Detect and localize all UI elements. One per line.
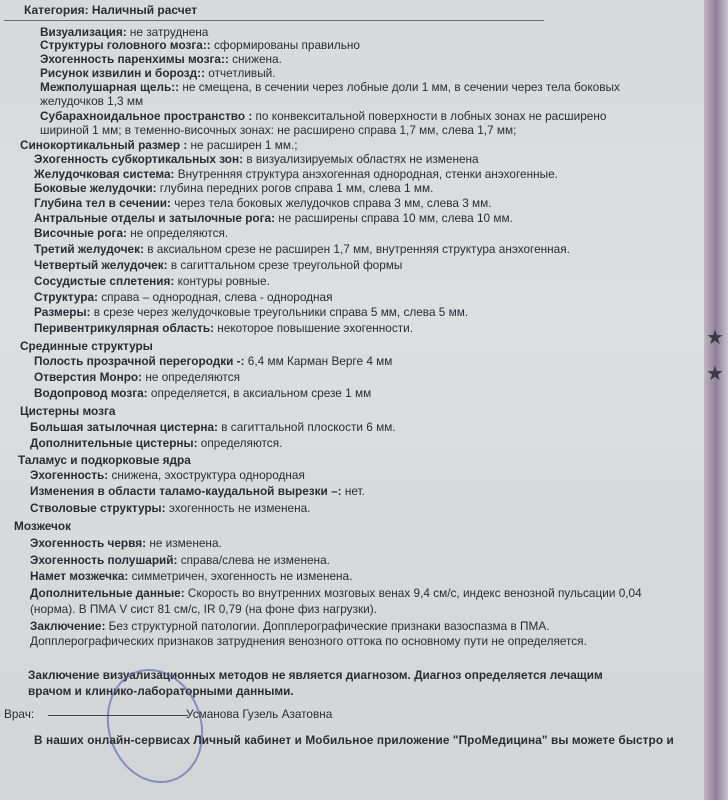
field-label: Размеры: bbox=[34, 305, 91, 319]
report-line bbox=[34, 167, 558, 181]
field-label: Эхогенность субкортикальных зон: bbox=[34, 152, 244, 166]
field-value: симметричен, эхогенность не изменена. bbox=[128, 569, 353, 583]
report-line bbox=[40, 109, 606, 123]
report-line bbox=[30, 586, 642, 600]
report-line bbox=[20, 138, 298, 152]
field-value: не расширен 1 мм.; bbox=[187, 138, 298, 152]
report-line bbox=[34, 152, 479, 166]
field-label: Субарахноидальное пространство : bbox=[40, 109, 253, 123]
field-value: через тела боковых желудочков справа 3 мм, слева 3 мм. bbox=[170, 196, 492, 210]
report-line bbox=[14, 519, 71, 533]
category-header: Категория: Наличный расчет bbox=[24, 3, 198, 17]
field-label: Отверстия Монро: bbox=[34, 370, 143, 384]
report-line bbox=[30, 553, 330, 567]
field-value: некоторое повышение эхогенности. bbox=[214, 321, 414, 335]
field-label: Большая затылочная цистерна: bbox=[30, 420, 218, 434]
field-label: Дополнительные данные: bbox=[30, 586, 185, 600]
background-fabric bbox=[704, 0, 728, 800]
field-value: сформированы правильно bbox=[210, 38, 360, 52]
field-label: Мозжечок bbox=[14, 519, 72, 533]
report-line bbox=[30, 619, 549, 633]
report-line bbox=[30, 436, 282, 450]
footer-text: В наших онлайн-сервисах Личный кабинет и Мобильное приложение "ПроМедицина" вы можете быстро и bbox=[34, 733, 674, 747]
report-line bbox=[34, 211, 513, 225]
field-value: Внутренняя структура анэхогенная однородная, стенки анэхогенные. bbox=[174, 167, 558, 181]
signature-line bbox=[48, 715, 188, 716]
field-value: по конвекситальной поверхности в лобных зонах не расширено bbox=[252, 109, 607, 123]
star-icon: ★ bbox=[706, 363, 724, 385]
field-value: нет. bbox=[341, 484, 365, 498]
report-line bbox=[34, 305, 468, 319]
report-line bbox=[34, 242, 570, 256]
report-line bbox=[18, 453, 191, 467]
field-value: снижена. bbox=[228, 52, 282, 66]
field-value: эхогенность не изменена. bbox=[165, 501, 311, 515]
field-label: Изменения в области таламо-каудальной вырезки –: bbox=[30, 484, 342, 498]
field-value: не затруднена bbox=[126, 25, 209, 39]
report-line bbox=[34, 196, 492, 210]
field-label: Заключение: bbox=[30, 619, 106, 633]
report-line bbox=[34, 274, 270, 288]
field-value: Скорость во внутренних мозговых венах 9,4 см/с, индекс венозной пульсации 0,04 bbox=[184, 586, 642, 600]
field-label: Полость прозрачной перегородки -: bbox=[34, 354, 245, 368]
field-label: Намет мозжечка: bbox=[30, 569, 129, 583]
field-value: 6,4 мм Карман Верге 4 мм bbox=[244, 354, 393, 368]
report-line bbox=[34, 181, 433, 195]
field-label: Третий желудочек: bbox=[34, 242, 144, 256]
field-value: (норма). В ПМА V сист 81 см/с, IR 0,79 (на фоне физ нагрузки). bbox=[30, 602, 377, 616]
field-label: Эхогенность полушарий: bbox=[30, 553, 178, 567]
report-line bbox=[34, 386, 371, 400]
field-label: Цистерны мозга bbox=[20, 404, 116, 418]
field-value: контуры ровные. bbox=[174, 274, 270, 288]
report-line bbox=[30, 634, 587, 648]
field-value: в срезе через желудочковые треугольники справа 5 мм, слева 5 мм. bbox=[90, 305, 469, 319]
field-label: Рисунок извилин и борозд:: bbox=[40, 66, 206, 80]
field-label: Структура: bbox=[34, 290, 98, 304]
report-line bbox=[20, 404, 115, 418]
report-line bbox=[40, 123, 516, 137]
report-line bbox=[40, 94, 143, 108]
field-value: справа – однородная, слева - однородная bbox=[97, 290, 333, 304]
report-line bbox=[30, 569, 352, 583]
report-line bbox=[34, 321, 413, 335]
report-line bbox=[40, 38, 360, 52]
field-label: Межполушарная щель:: bbox=[40, 80, 180, 94]
field-value: глубина передних рогов справа 1 мм, слева 1 мм. bbox=[156, 181, 434, 195]
field-label: врачом и клинико-лабораторными данными. bbox=[28, 684, 294, 698]
field-label: Водопровод мозга: bbox=[34, 386, 148, 400]
field-label: Желудочковая система: bbox=[34, 167, 175, 181]
field-value: в аксиальном срезе не расширен 1,7 мм, внутренняя структура анэхогенная. bbox=[143, 242, 570, 256]
report-line bbox=[30, 468, 305, 482]
field-value: определяется, в аксиальном срезе 1 мм bbox=[147, 386, 372, 400]
field-value: справа/слева не изменена. bbox=[177, 553, 330, 567]
field-label: Срединные структуры bbox=[20, 339, 153, 353]
doctor-name: Усманова Гузель Азатовна bbox=[186, 707, 333, 721]
field-value: определяются. bbox=[197, 436, 283, 450]
report-line bbox=[34, 354, 392, 368]
report-line bbox=[30, 536, 222, 550]
field-label: Эхогенность червя: bbox=[30, 536, 147, 550]
star-icon: ★ bbox=[706, 327, 724, 349]
field-value: в сагиттальной плоскости 6 мм. bbox=[217, 420, 396, 434]
field-value: снижена, эхоструктура однородная bbox=[108, 468, 305, 482]
field-label: Синокортикальный размер : bbox=[20, 138, 188, 152]
report-line bbox=[28, 668, 603, 682]
report-line bbox=[40, 80, 620, 94]
report-line bbox=[30, 484, 365, 498]
field-label: Визуализация: bbox=[40, 25, 127, 39]
field-label: Эхогенность паренхимы мозга:: bbox=[40, 52, 229, 66]
report-line bbox=[34, 290, 333, 304]
field-value: в визуализируемых областях не изменена bbox=[243, 152, 479, 166]
field-label: Сосудистые сплетения: bbox=[34, 274, 175, 288]
report-line bbox=[30, 501, 310, 515]
report-line bbox=[40, 52, 282, 66]
report-line bbox=[30, 420, 396, 434]
field-value: не смещена, в сечении через лобные доли 1 мм, в сечении через тела боковых bbox=[179, 80, 620, 94]
field-value: не определяются bbox=[142, 370, 240, 384]
report-line bbox=[34, 370, 240, 384]
field-label: Боковые желудочки: bbox=[34, 181, 157, 195]
field-value: Допплерографических признаков затруднения венозного оттока по основному пути не определяется. bbox=[30, 634, 587, 648]
field-label: Эхогенность: bbox=[30, 468, 109, 482]
field-label: Височные рога: bbox=[34, 226, 127, 240]
field-value: не расширены справа 10 мм, слева 10 мм. bbox=[275, 211, 513, 225]
field-label: Стволовые структуры: bbox=[30, 501, 166, 515]
field-label: Глубина тел в сечении: bbox=[34, 196, 171, 210]
field-value: отчетливый. bbox=[205, 66, 276, 80]
field-label: Таламус и подкорковые ядра bbox=[18, 453, 191, 467]
field-label: Заключение визуализационных методов не является диагнозом. Диагноз определяется лечащим bbox=[28, 668, 603, 682]
field-value: Без структурной патологии. Допплерографические признаки вазоспазма в ПМА. bbox=[105, 619, 550, 633]
report-line bbox=[30, 602, 377, 616]
report-line bbox=[40, 66, 276, 80]
field-value: не изменена. bbox=[146, 536, 222, 550]
doctor-label: Врач: bbox=[4, 707, 35, 721]
field-label: Перивентрикулярная область: bbox=[34, 321, 215, 335]
field-label: Дополнительные цистерны: bbox=[30, 436, 198, 450]
report-line bbox=[20, 339, 153, 353]
field-value: шириной 1 мм; в теменно-височных зонах: не расширено справа 1,7 мм, слева 1,7 мм; bbox=[40, 123, 517, 137]
field-label: Антральные отделы и затылочные рога: bbox=[34, 211, 276, 225]
report-line bbox=[40, 25, 208, 39]
field-value: не определяются. bbox=[126, 226, 229, 240]
report-line bbox=[34, 258, 402, 272]
field-value: в сагиттальном срезе треугольной формы bbox=[167, 258, 403, 272]
field-label: Четвертый желудочек: bbox=[34, 258, 168, 272]
field-label: Структуры головного мозга:: bbox=[40, 38, 211, 52]
field-value: желудочков 1,3 мм bbox=[40, 94, 144, 108]
report-line bbox=[34, 226, 228, 240]
